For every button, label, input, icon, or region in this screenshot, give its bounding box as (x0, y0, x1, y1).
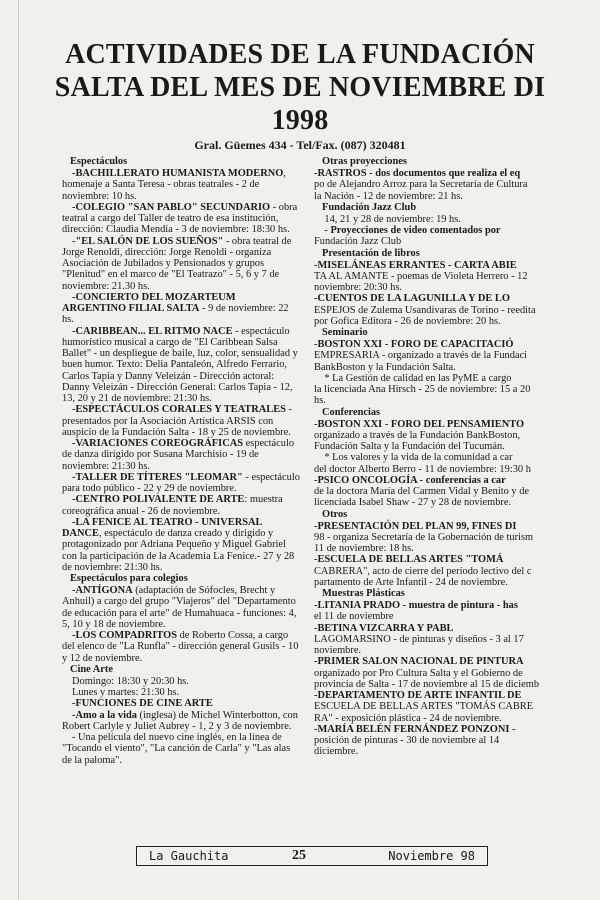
footer-page-number: 25 (292, 848, 306, 863)
listing-line: EMPRESARIA - organizado a través de la Fundaci (314, 350, 528, 362)
listing-line: BankBoston y la Fundación Salta. (314, 361, 456, 373)
entry-text: Lunes y martes: 21:30 hs. (72, 687, 180, 698)
listing-line: provincia de Salta - 17 de noviembre al 15 de diciemb (314, 678, 540, 690)
section-heading: Fundación Jazz Club (322, 201, 417, 213)
section-heading: Otros (322, 508, 348, 520)
listing-line: 14, 21 y 28 de noviembre: 19 hs. (314, 213, 461, 225)
listing-line: organizado por Pro Cultura Salta y el Gobierno de (314, 667, 523, 679)
listing-line: 11 de noviembre: 18 hs. (314, 543, 414, 554)
section-heading: Conferencias (322, 406, 381, 418)
listing-line: por Gofica Editora - 26 de noviembre: 20 hs. (314, 315, 501, 327)
listing-line: ESCUELA DE BELLAS ARTES "TOMÁS CABRE (314, 701, 534, 713)
listing-line: -PRIMER SALON NACIONAL DE PINTURA (314, 656, 524, 668)
listing-line: TA AL AMANTE - poemas de Violeta Herrero - 12 (314, 270, 528, 282)
listing-entry (62, 438, 300, 472)
section-heading: Presentación de libros (322, 247, 420, 259)
listing-line: -MARÍA BELÉN FERNÁNDEZ PONZONI - (314, 723, 516, 735)
listing-entry (62, 168, 300, 202)
listing-line: de la doctora María del Carmen Vidal y Benito y de (314, 486, 530, 497)
address-line: Gral. Güemes 434 - Tel/Fax. (087) 320481 (194, 138, 406, 152)
listing-line: Fundación Salta y la Fundación del Tucumán. (314, 441, 505, 452)
section-heading: Espectáculos (70, 156, 128, 167)
listing-line: -RASTROS - dos documentos que realiza el eq (314, 168, 521, 179)
entry-text: , homenaje a Santa Teresa - obras teatrales - 2 de noviembre: 10 hs. (62, 168, 286, 202)
section-heading: Otras proyecciones (322, 156, 407, 167)
listing-line: ESPEJOS de Zulema Usandivaras de Torino - reedita (314, 304, 536, 316)
listing-entry (62, 687, 300, 698)
right-column (314, 156, 566, 758)
listing-entry (62, 472, 300, 495)
entry-title: -CONCIERTO DEL MOZARTEUM ARGENTINO FILIAL SALTA (62, 291, 236, 314)
entry-title: -FUNCIONES DE CINE ARTE (72, 698, 213, 710)
listing-entry (62, 517, 300, 573)
listing-line: -CUENTOS DE LA LAGUNILLA Y DE LO (314, 293, 510, 305)
listing-entry (62, 585, 300, 630)
entry-title: -LOS COMPADRITOS (72, 630, 177, 641)
entry-text: espectáculo de danza dirigido por Susana Marchisio - 19 de noviembre: 21:30 hs. (62, 438, 295, 472)
listing-line: posición de pinturas - 30 de noviembre al 14 (314, 735, 500, 746)
listing-line: 98 - organiza Secretaría de la Gobernación de turism (314, 531, 534, 543)
listing-line: -MISELÁNEAS ERRANTES - CARTA ABIE (314, 259, 517, 271)
entry-title: -ESPECTÁCULOS CORALES Y TEATRALES (72, 404, 286, 416)
listing-line: * Los valores y la vida de la comunidad a car (314, 452, 513, 464)
page-title (30, 38, 570, 137)
entry-title: -BACHILLERATO HUMANISTA MODERNO (72, 168, 284, 179)
listing-line: el 11 de noviembre (314, 611, 394, 623)
listing-line: po de Alejandro Arroz para la Secretaría de Cultura (314, 179, 528, 191)
listing-line: noviembre. (314, 645, 362, 656)
entry-title: -COLEGIO "SAN PABLO" SECUNDARIO (72, 201, 271, 213)
entry-text: Domingo: 18:30 y 20:30 hs. (72, 675, 189, 687)
listing-line: organizado a través de la Fundación BankBoston, (314, 429, 521, 441)
entry-title: -"EL SALÓN DE LOS SUEÑOS" (72, 235, 224, 247)
entry-text: , espectáculo de danza creado y dirigido y protagonizado por Adriana Pequeño y Miguel Gabriel con la participación de la Academia La Fenice.- 27 y 28 de noviembre: 21:30 hs. (62, 528, 295, 573)
listing-entry (62, 494, 300, 517)
entry-text: (adaptación de Sófocles, Brecht y Anhuil) a cargo del grupo "Viajeros" del "Departamento de educación para el arte" de Humahuaca - funciones: 4, 5, 10 y 18 de noviembre. (62, 585, 297, 630)
entry-text: : muestra coreográfica anual - 26 de noviembre. (62, 494, 283, 517)
entry-text: - espectáculo humorístico musical a cargo de "El Caribbean Salsa Ballet" - un despliegue de baile, luz, color, sensualidad y buen humor. Texto: Delia Pantaleón, Alfredo Ferrario, Carlos Tapia y Danny Veleizán - Dirección actoral: Danny Veleizán - Dirección General: Carlos Tapia - 12, 13, 20 y 21 de noviembre: 21:30 hs. (62, 325, 298, 404)
listing-entry (62, 676, 300, 687)
entry-title: -VARIACIONES COREOGRÁFICAS (72, 438, 243, 449)
footer-publication: La Gauchita (149, 849, 229, 863)
listing-line: -PSICO ONCOLOGÍA - conferencias a car (314, 474, 506, 486)
listing-line: -DEPARTAMENTO DE ARTE INFANTIL DE (314, 690, 522, 701)
entry-title: -ANTÍGONA (72, 585, 133, 596)
entry-text: - obra teatral de Jorge Renoldi, dirección: Jorge Renoldi - organiza Asociación de Jubilados y Pensionados y grupos "Plenitud" en el marco de "El Teatrazo" - 5, 6 y 7 de noviembre: 21.30 hs. (62, 235, 292, 292)
listing-entry (62, 292, 300, 326)
listing-line: -BETINA VIZCARRA Y PABL (314, 622, 454, 634)
listing-entry (62, 202, 300, 236)
listing-entry (62, 698, 300, 709)
entry-text: - 9 de noviembre: 22 hs. (62, 303, 289, 326)
page-margin-rule (18, 0, 19, 900)
entry-text: - presentados por la Asociación Artística ARSIS con auspicio de la Fundación Salta - 18 y 25 de noviembre. (62, 404, 292, 438)
listing-line: del doctor Alberto Berro - 11 de noviembre: 19:30 h (314, 463, 531, 475)
left-column (62, 156, 300, 766)
listing-line: - Proyecciones de video comentados por (314, 225, 501, 236)
listing-line: la Nación - 12 de noviembre: 21 hs. (314, 190, 463, 202)
listing-line: Fundación Jazz Club (314, 236, 402, 248)
footer-date: Noviembre 98 (388, 849, 475, 863)
listing-entry (62, 404, 300, 438)
listing-line: -BOSTON XXI - FORO DE CAPACITACIÓ (314, 339, 514, 350)
listing-entry (62, 326, 300, 405)
listing-entry (62, 236, 300, 292)
entry-title: -Amo a la vida (72, 709, 137, 721)
listing-line: -LITANIA PRADO - muestra de pintura - has (314, 600, 518, 611)
title-line-3: 1998 (271, 105, 329, 136)
listing-line: hs. (314, 395, 326, 407)
title-line-1: ACTIVIDADES DE LA FUNDACIÓN (65, 39, 535, 70)
section-heading: Seminario (322, 327, 368, 338)
listing-line: * La Gestión de calidad en las PyME a cargo (314, 372, 512, 384)
entry-title: -CARIBBEAN... EL RITMO NACE (72, 325, 233, 337)
listing-entry (62, 732, 300, 766)
listing-entry (62, 630, 300, 664)
section-heading: Cine Arte (70, 663, 113, 675)
title-line-2: SALTA DEL MES DE NOVIEMBRE DI (54, 72, 546, 103)
listing-line: partamento de Arte Infantil - 24 de noviembre. (314, 576, 508, 588)
listing-line: RA" - exposición plástica - 24 de noviembre. (314, 712, 502, 724)
listing-line: -PRESENTACIÓN DEL PLAN 99, FINES DI (314, 520, 517, 532)
entry-text: de Roberto Cossa, a cargo del elenco de "La Runfla" - dirección general Gusils - 10 y 12 de noviembre. (62, 630, 299, 664)
listing-line: LAGOMARSINO - de pinturas y diseños - 3 al 17 (314, 633, 524, 645)
listing-line: -ESCUELA DE BELLAS ARTES "TOMÁ (314, 554, 504, 566)
listing-line: CABRERA", acto de cierre del período lectivo del c (314, 565, 532, 577)
entry-text: - obra teatral a cargo del Taller de teatro de esa institución, dirección: Claudia Mendía - 3 de noviembre: 18:30 hs. (62, 201, 298, 236)
entry-title: -TALLER DE TÍTERES "LEOMAR" (72, 471, 243, 483)
entry-text: - espectáculo para todo público - 22 y 29 de noviembre. (62, 471, 300, 494)
entry-title: -CENTRO POLIVALENTE DE ARTE (72, 494, 245, 506)
listing-line: diciembre. (314, 746, 359, 758)
entry-title: -LA FENICE AL TEATRO - UNIVERSAL DANCE (62, 516, 262, 539)
listing-line: -BOSTON XXI - FORO DEL PENSAMIENTO (314, 418, 525, 430)
listing-entry (62, 710, 300, 733)
listing-line: noviembre: 20:30 hs. (314, 282, 403, 293)
page-footer (136, 846, 488, 866)
section-heading: Muestras Plásticas (322, 588, 405, 599)
entry-text: (inglesa) de Michel Winterbotton, con Robert Carlyle y Juliet Aubrey - 1, 2 y 3 de noviembre. (62, 709, 298, 732)
listing-line: licenciada Isabel Shaw - 27 y 28 de noviembre. (314, 497, 512, 509)
listing-line: la licenciada Ana Hirsch - 25 de noviembre: 15 a 20 (314, 384, 531, 395)
section-heading: Espectáculos para colegios (70, 573, 188, 584)
entry-text: - Una película del nuevo cine inglés, en la línea de "Tocando el viento", "La canción de Carla" y "Las alas de la paloma". (62, 732, 291, 766)
